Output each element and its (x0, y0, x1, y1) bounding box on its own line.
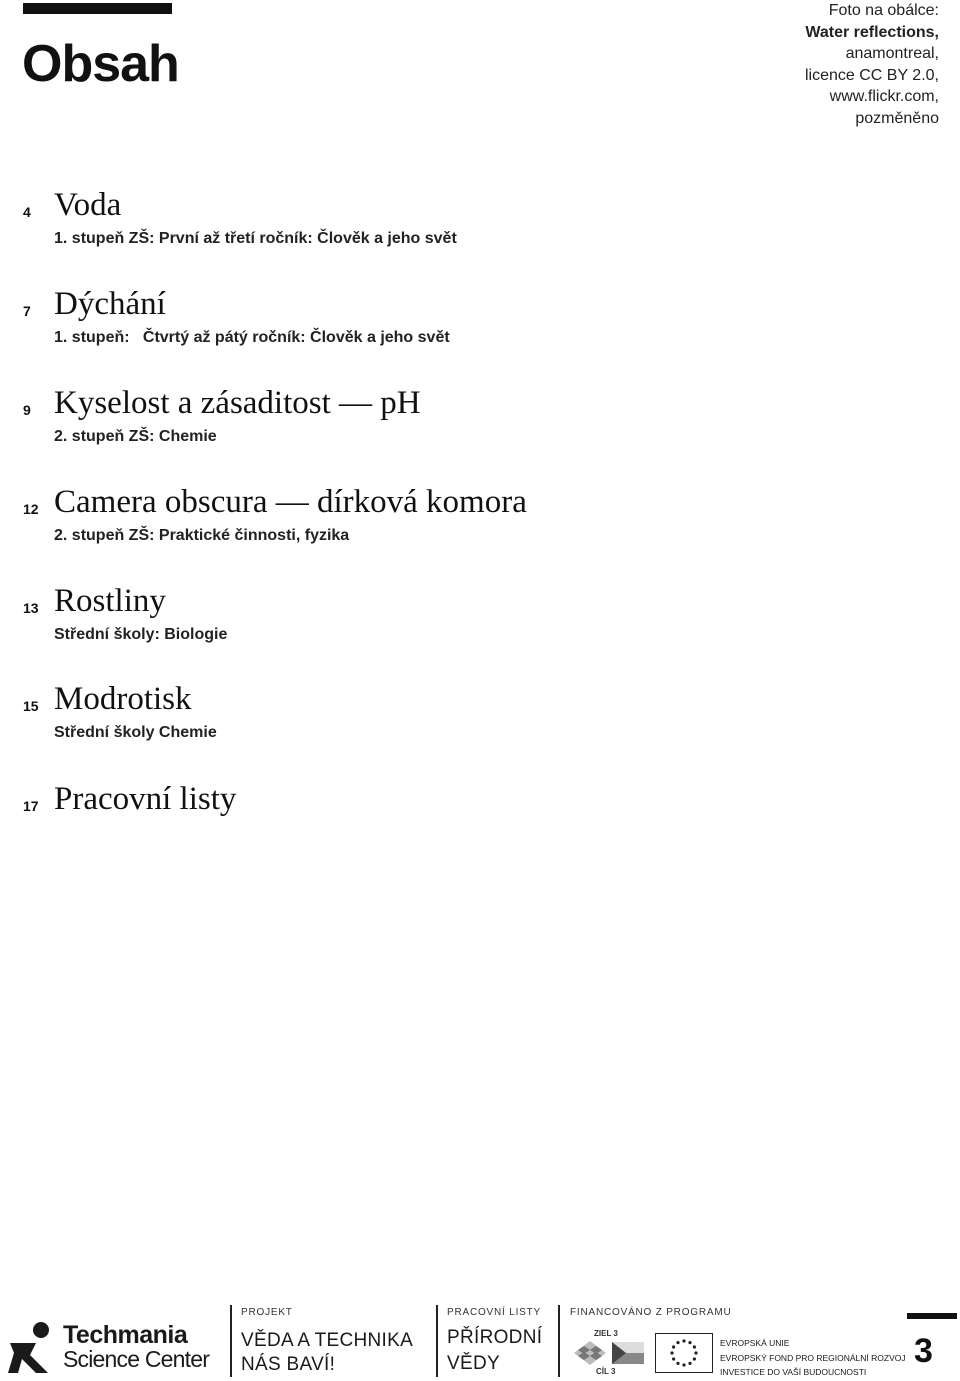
toc-title[interactable]: Dýchání (54, 286, 166, 322)
toc-title[interactable]: Kyselost a zásaditost — pH (54, 385, 421, 421)
cover-photo-credit (805, 0, 939, 130)
cil3-text: CÍL 3 (596, 1367, 616, 1376)
toc-page-number: 7 (23, 303, 31, 319)
page-title: Obsah (22, 35, 179, 93)
footer-divider (436, 1305, 438, 1377)
toc-subtitle: 1. stupeň: Čtvrtý až pátý ročník: Člověk a jeho svět (54, 329, 450, 346)
toc-title[interactable]: Rostliny (54, 583, 166, 619)
running-figure-icon (8, 1321, 56, 1373)
footer-divider (558, 1305, 560, 1377)
funding-label: FINANCOVÁNO Z PROGRAMU (570, 1307, 732, 1318)
techmania-logo (8, 1319, 228, 1375)
credit-source-link[interactable]: www.flickr.com, (829, 88, 939, 106)
toc-page-number: 12 (23, 501, 39, 517)
eu-text-line2: EVROPSKÝ FOND PRO REGIONÁLNÍ ROZVOJ (720, 1353, 906, 1363)
eu-text-line3: INVESTICE DO VAŠÍ BUDOUCNOSTI (720, 1367, 867, 1377)
toc-subtitle: 2. stupeň ZŠ: Praktické činnosti, fyzika (54, 527, 350, 544)
footer (0, 1295, 960, 1381)
ziel3-text: ZIEL 3 (594, 1329, 618, 1338)
toc-page-number: 13 (23, 600, 39, 616)
project-title-line2: NÁS BAVÍ! (241, 1354, 336, 1375)
project-label: PROJEKT (241, 1307, 293, 1318)
toc-title[interactable]: Pracovní listy (54, 781, 237, 817)
toc-subtitle: 1. stupeň ZŠ: První až třetí ročník: Člověk a jeho svět (54, 230, 457, 247)
toc-page-number: 4 (23, 204, 31, 220)
logo-text-science-center: Science Center (63, 1346, 210, 1372)
worksheets-label: PRACOVNÍ LISTY (447, 1307, 541, 1318)
toc-page-number: 17 (23, 798, 39, 814)
eu-text-line1: EVROPSKÁ UNIE (720, 1338, 790, 1348)
toc-subtitle: Střední školy Chemie (54, 724, 217, 741)
project-title-line1: VĚDA A TECHNIKA (241, 1330, 414, 1351)
toc-page-number: 9 (23, 402, 31, 418)
toc-subtitle: 2. stupeň ZŠ: Chemie (54, 428, 217, 445)
toc-title[interactable]: Camera obscura — dírková komora (54, 484, 527, 520)
credit-line: pozměněno (855, 109, 939, 127)
top-decorative-bar (23, 3, 172, 14)
toc-title[interactable]: Voda (54, 187, 122, 223)
bavaria-czech-flags-icon (570, 1339, 646, 1367)
worksheets-title-line2: VĚDY (447, 1353, 500, 1374)
logo-text-techmania: Techmania (63, 1321, 188, 1349)
credit-line: Foto na obálce: (828, 2, 939, 19)
toc-subtitle: Střední školy: Biologie (54, 626, 228, 643)
page-number: 3 (914, 1332, 933, 1370)
credit-license: licence CC BY 2.0, (805, 66, 939, 84)
footer-divider (230, 1305, 232, 1377)
page-number-bar (907, 1313, 957, 1319)
credit-photo-title: Water reflections, (805, 23, 939, 41)
credit-line: anamontreal, (845, 45, 939, 63)
toc-title[interactable]: Modrotisk (54, 681, 192, 717)
ziel3-cil3-logo (570, 1329, 646, 1377)
worksheets-title-line1: PŘÍRODNÍ (447, 1327, 543, 1348)
eu-flag-icon (655, 1333, 713, 1373)
toc-page-number: 15 (23, 698, 39, 714)
